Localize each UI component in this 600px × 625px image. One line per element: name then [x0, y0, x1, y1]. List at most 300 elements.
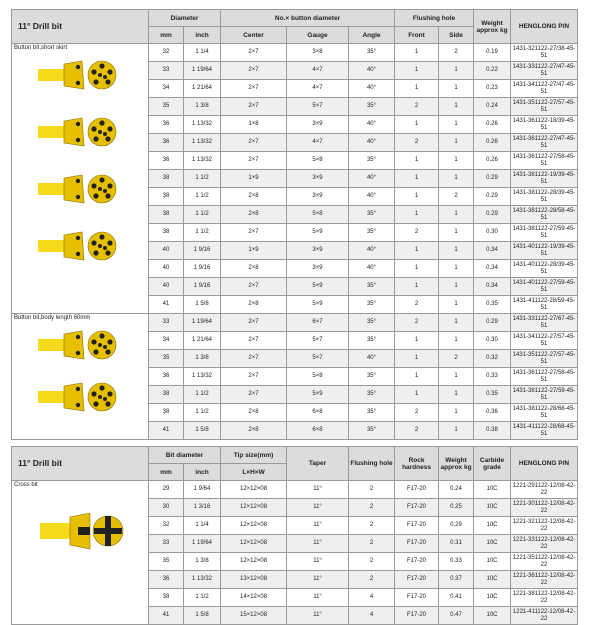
table-cell: 1 — [439, 152, 474, 170]
table-cell: 1221-361122-12/08-42-22 — [511, 571, 578, 589]
table-cell: 1 — [439, 260, 474, 278]
table-cell: 2×7 — [221, 350, 287, 368]
table-cell: 2 — [349, 571, 395, 589]
table-cell: 1 9/16 — [184, 278, 221, 296]
table-cell: 35° — [349, 224, 395, 242]
table-cell: 15×12×08 — [221, 607, 287, 625]
table-cell: 5×9 — [287, 296, 349, 314]
table-cell: 1 1/2 — [184, 404, 221, 422]
table-cell: 1 3/8 — [184, 98, 221, 116]
table-cell: 0.29 — [474, 314, 511, 332]
table-cell: 2×7 — [221, 44, 287, 62]
table-cell: 1 1/2 — [184, 224, 221, 242]
table-cell: 11° — [287, 517, 349, 535]
table-cell: 40° — [349, 242, 395, 260]
table-cell: 38 — [149, 404, 184, 422]
table-cell: 1 3/16 — [184, 499, 221, 517]
table-cell: 1431-341122-27/47-45-51 — [511, 80, 578, 98]
table-cell: F17-20 — [395, 553, 439, 571]
table-cell: 2×8 — [221, 260, 287, 278]
table-cell: 1 — [395, 116, 439, 134]
table-cell: 1 — [395, 170, 439, 188]
inch2-header: inch — [184, 464, 221, 481]
table-cell: 2×7 — [221, 386, 287, 404]
table-cell: 1 — [439, 296, 474, 314]
flushing-header: Flushing hole — [395, 10, 474, 27]
table-cell: 35° — [349, 404, 395, 422]
table-cell: 1 — [395, 332, 439, 350]
table-cell: F17-20 — [395, 589, 439, 607]
table-cell: 1431-381122-19/39-45-51 — [511, 170, 578, 188]
table-cell: 1 — [395, 188, 439, 206]
table-cell: 0.31 — [439, 535, 474, 553]
table-cell: 2×8 — [221, 422, 287, 440]
table-cell: 1 13/32 — [184, 368, 221, 386]
table-cell: 0.30 — [474, 224, 511, 242]
table-cell: 32 — [149, 517, 184, 535]
weight2-header: Weight approx kg — [439, 447, 474, 481]
table-cell: 40 — [149, 278, 184, 296]
table-cell: 1431-401122-28/39-45-51 — [511, 260, 578, 278]
table-cell: 0.37 — [439, 571, 474, 589]
mm2-header: mm — [149, 464, 184, 481]
group-label: Button bit,short skirt — [14, 45, 68, 51]
pn2-header: HENGLONG P/N — [511, 447, 578, 481]
table-cell: 38 — [149, 386, 184, 404]
gauge-header: Gauge — [287, 27, 349, 44]
table-cell: 1 19/64 — [184, 314, 221, 332]
table-cell: 35° — [349, 278, 395, 296]
table-cell: 2 — [349, 535, 395, 553]
table-cell: 12×12×08 — [221, 517, 287, 535]
angle-header: Angle — [349, 27, 395, 44]
table-cell: 1431-381122-28/58-45-51 — [511, 206, 578, 224]
table-cell: 38 — [149, 188, 184, 206]
table-cell: 2 — [395, 224, 439, 242]
table-cell: 11° — [287, 589, 349, 607]
table-cell: 12×12×08 — [221, 553, 287, 571]
table-cell: 2×7 — [221, 152, 287, 170]
table-cell: 13×12×08 — [221, 571, 287, 589]
table-cell: 0.33 — [474, 368, 511, 386]
table-cell: 11° — [287, 535, 349, 553]
table-cell: 0.47 — [439, 607, 474, 625]
table-cell: 40° — [349, 62, 395, 80]
table-cell: 1 — [395, 206, 439, 224]
table-cell: 35° — [349, 296, 395, 314]
table-cell: 1431-331122-27/47-45-51 — [511, 62, 578, 80]
table-cell: 6×8 — [287, 422, 349, 440]
table-cell: 1431-361122-27/58-45-51 — [511, 152, 578, 170]
table-cell: 40° — [349, 134, 395, 152]
table-cell: 4×7 — [287, 134, 349, 152]
table-cell: 1 5/8 — [184, 422, 221, 440]
table-cell: 1431-411122-28/68-45-51 — [511, 422, 578, 440]
table-cell: 41 — [149, 296, 184, 314]
front-header: Front — [395, 27, 439, 44]
table-cell: 34 — [149, 332, 184, 350]
section2-title: 11° Drill bit — [12, 447, 149, 481]
table-cell: 0.30 — [474, 332, 511, 350]
table-cell: 0.36 — [474, 404, 511, 422]
table-cell: 5×9 — [287, 386, 349, 404]
table-cell: 5×7 — [287, 332, 349, 350]
table-cell: 2 — [349, 517, 395, 535]
table-cell: 0.34 — [474, 278, 511, 296]
table-cell: 1431-401122-27/59-45-51 — [511, 278, 578, 296]
table-cell: 11° — [287, 499, 349, 517]
table-cell: 2×7 — [221, 314, 287, 332]
table-cell: 1431-381122-28/68-45-51 — [511, 404, 578, 422]
table-cell: 1×8 — [221, 116, 287, 134]
table-cell: 32 — [149, 44, 184, 62]
table-cell: 3×9 — [287, 188, 349, 206]
button-bit-image — [34, 172, 124, 209]
table-cell: 0.41 — [439, 589, 474, 607]
table-cell: 0.24 — [439, 481, 474, 499]
table-cell: 5×7 — [287, 350, 349, 368]
table-cell: 2 — [395, 296, 439, 314]
table-cell: 1431-341122-27/57-45-51 — [511, 332, 578, 350]
diameter-header: Diameter — [149, 10, 221, 27]
table-cell: 1 — [395, 368, 439, 386]
table-cell: 2×8 — [221, 404, 287, 422]
table-cell: F17-20 — [395, 535, 439, 553]
table-cell: 1 21/64 — [184, 332, 221, 350]
table-cell: 4×7 — [287, 80, 349, 98]
table-cell: 38 — [149, 170, 184, 188]
bitdia-header: Bit diameter — [149, 447, 221, 464]
table-cell: 2×7 — [221, 278, 287, 296]
table-cell: 11° — [287, 481, 349, 499]
table-cell: 36 — [149, 368, 184, 386]
lhw-header: L×H×W — [221, 464, 287, 481]
table-cell: 1 1/2 — [184, 170, 221, 188]
table-cell: 30 — [149, 499, 184, 517]
table-cell: 0.38 — [474, 422, 511, 440]
table-cell: 2 — [349, 481, 395, 499]
table-cell: 2 — [395, 422, 439, 440]
table-cell: 36 — [149, 116, 184, 134]
table-cell: 4 — [349, 589, 395, 607]
table-cell: 5×7 — [287, 98, 349, 116]
table-cell: 35° — [349, 206, 395, 224]
table-cell: 0.25 — [439, 499, 474, 517]
table-cell: 1 — [395, 242, 439, 260]
product-image-cell — [12, 481, 149, 625]
table-cell: 2 — [395, 404, 439, 422]
taper-header: Taper — [287, 447, 349, 481]
table-cell: 40° — [349, 188, 395, 206]
table-cell: 1 1/2 — [184, 589, 221, 607]
table-cell: 1 5/8 — [184, 296, 221, 314]
buttons-header: No.× button diameter — [221, 10, 395, 27]
table-cell: 36 — [149, 152, 184, 170]
inch-header: inch — [184, 27, 221, 44]
table-cell: 40° — [349, 170, 395, 188]
table-cell: 1 1/2 — [184, 206, 221, 224]
table-cell: 5×9 — [287, 278, 349, 296]
table-cell: 0.29 — [439, 517, 474, 535]
table-cell: 1 — [439, 206, 474, 224]
table-cell: 38 — [149, 589, 184, 607]
table-cell: 1 — [439, 332, 474, 350]
table-cell: F17-20 — [395, 499, 439, 517]
table-cell: 1 — [439, 98, 474, 116]
table-cell: 2×7 — [221, 224, 287, 242]
table-cell: 1 21/64 — [184, 80, 221, 98]
table-cell: 11° — [287, 553, 349, 571]
table-cell: 1 — [439, 422, 474, 440]
table-cell: 1 9/16 — [184, 260, 221, 278]
table-cell: 1 13/32 — [184, 116, 221, 134]
table-cell: 3×9 — [287, 260, 349, 278]
table-cell: 1431-381122-27/59-45-51 — [511, 224, 578, 242]
table-cell: 0.22 — [474, 62, 511, 80]
table-cell: 41 — [149, 607, 184, 625]
table-cell: 2 — [349, 499, 395, 517]
table-cell: 1 — [395, 44, 439, 62]
table-cell: 0.34 — [474, 260, 511, 278]
table-cell: 35° — [349, 98, 395, 116]
table-cell: F17-20 — [395, 571, 439, 589]
table-cell: 1 1/4 — [184, 517, 221, 535]
table-cell: 35° — [349, 368, 395, 386]
table-cell: 1 — [439, 134, 474, 152]
table-cell: 0.24 — [474, 98, 511, 116]
table-cell: 1 1/4 — [184, 44, 221, 62]
table-cell: 35° — [349, 386, 395, 404]
table-cell: 1431-381122-28/39-45-51 — [511, 188, 578, 206]
section-spacer — [12, 440, 578, 447]
button-bit-image — [34, 115, 124, 152]
table-cell: 36 — [149, 571, 184, 589]
table-cell: 10C — [474, 517, 511, 535]
table-cell: 2×7 — [221, 62, 287, 80]
table-cell: 35° — [349, 422, 395, 440]
group-label: Button bit,body length 60mm — [14, 315, 91, 321]
table-cell: 0.34 — [474, 242, 511, 260]
table-cell: 5×8 — [287, 206, 349, 224]
table-cell: 1431-381122-27/59-45-51 — [511, 386, 578, 404]
table-cell: 34 — [149, 80, 184, 98]
table-cell: 3×9 — [287, 170, 349, 188]
product-image-cell — [12, 314, 149, 440]
table-row — [12, 481, 578, 499]
table-cell: 4 — [349, 607, 395, 625]
table-cell: 2 — [349, 553, 395, 571]
table-cell: 1221-301122-12/08-42-22 — [511, 499, 578, 517]
table-cell: 10C — [474, 499, 511, 517]
table-cell: 1 — [439, 62, 474, 80]
button-bit-image — [34, 229, 124, 266]
table-cell: 35 — [149, 553, 184, 571]
table-cell: 35 — [149, 98, 184, 116]
table-cell: 1 — [439, 242, 474, 260]
table-cell: 1 13/32 — [184, 152, 221, 170]
table-cell: 1 1/2 — [184, 188, 221, 206]
table-cell: 5×8 — [287, 368, 349, 386]
table-cell: 3×9 — [287, 242, 349, 260]
table-cell: 1 3/8 — [184, 350, 221, 368]
table-cell: 11° — [287, 607, 349, 625]
table-cell: 1 — [439, 386, 474, 404]
table-cell: 6×8 — [287, 404, 349, 422]
table-cell: 1×9 — [221, 242, 287, 260]
table-cell: 1221-381122-12/08-42-22 — [511, 589, 578, 607]
spec-table — [11, 9, 578, 625]
button-bit-image — [34, 58, 124, 95]
table-cell: 36 — [149, 134, 184, 152]
button-bit-image — [34, 328, 124, 365]
table-cell: 0.29 — [474, 206, 511, 224]
table-cell: 1221-291122-12/08-42-22 — [511, 481, 578, 499]
table-cell: 3×8 — [287, 44, 349, 62]
table-cell: 1431-361122-27/58-45-51 — [511, 368, 578, 386]
table-cell: F17-20 — [395, 481, 439, 499]
table-cell: 1221-411122-12/08-42-22 — [511, 607, 578, 625]
table-cell: 2×8 — [221, 188, 287, 206]
table-cell: 1 13/32 — [184, 571, 221, 589]
table-cell: 10C — [474, 607, 511, 625]
table-cell: 35° — [349, 332, 395, 350]
cross-bit-image — [34, 503, 124, 562]
table-cell: 1 9/64 — [184, 481, 221, 499]
table-cell: 0.23 — [474, 80, 511, 98]
table-cell: 0.26 — [474, 116, 511, 134]
table-cell: 2×7 — [221, 368, 287, 386]
table-cell: 40 — [149, 260, 184, 278]
table-cell: 10C — [474, 535, 511, 553]
table-row — [12, 44, 578, 62]
table-cell: 1 19/64 — [184, 535, 221, 553]
table-cell: 1×9 — [221, 170, 287, 188]
table-cell: 29 — [149, 481, 184, 499]
table-cell: 33 — [149, 314, 184, 332]
table-cell: 1431-351122-27/57-45-51 — [511, 350, 578, 368]
section1-title: 11° Drill bit — [12, 10, 149, 44]
table-cell: 1 — [395, 80, 439, 98]
table-cell: 1431-411122-28/59-45-51 — [511, 296, 578, 314]
table-cell: 1 13/32 — [184, 134, 221, 152]
side-header: Side — [439, 27, 474, 44]
table-cell: 12×12×08 — [221, 481, 287, 499]
table-cell: 1 — [395, 386, 439, 404]
carbide-header: Carbide grade — [474, 447, 511, 481]
table-cell: 2×7 — [221, 332, 287, 350]
table-cell: 10C — [474, 571, 511, 589]
table-cell: 0.32 — [474, 350, 511, 368]
table-cell: 1221-331122-12/08-42-22 — [511, 535, 578, 553]
table-cell: F17-20 — [395, 607, 439, 625]
table-cell: 1221-351122-12/08-42-22 — [511, 553, 578, 571]
table-cell: 1 — [395, 260, 439, 278]
table-cell: 0.26 — [474, 152, 511, 170]
table-cell: 33 — [149, 535, 184, 553]
table-cell: 38 — [149, 224, 184, 242]
table-cell: 1 — [439, 80, 474, 98]
table-cell: 0.29 — [474, 188, 511, 206]
table-cell: 11° — [287, 571, 349, 589]
table-cell: 1 — [439, 170, 474, 188]
group-label: Cross bit — [14, 482, 38, 488]
table-cell: 35° — [349, 44, 395, 62]
table-cell: 1431-351122-27/57-45-51 — [511, 98, 578, 116]
table-cell: 12×12×08 — [221, 499, 287, 517]
table-cell: 0.19 — [474, 44, 511, 62]
table-cell: 1221-321122-12/08-42-22 — [511, 517, 578, 535]
table-cell: 1 19/64 — [184, 62, 221, 80]
product-image-cell — [12, 44, 149, 314]
table-cell: 4×7 — [287, 62, 349, 80]
table-cell: 1 5/8 — [184, 607, 221, 625]
table-cell: 1 — [439, 116, 474, 134]
table-cell: 2×7 — [221, 80, 287, 98]
table-cell: 40 — [149, 242, 184, 260]
table-cell: 1 3/8 — [184, 553, 221, 571]
table-cell: 1 — [395, 350, 439, 368]
table-cell: 2×7 — [221, 134, 287, 152]
table-cell: 2 — [395, 314, 439, 332]
table-cell: 1 — [439, 314, 474, 332]
table-cell: 35° — [349, 152, 395, 170]
table-cell: 33 — [149, 62, 184, 80]
table-cell: 40° — [349, 80, 395, 98]
button-bit-image — [34, 380, 124, 417]
table-cell: 0.35 — [474, 296, 511, 314]
table-cell: 35 — [149, 350, 184, 368]
table-cell: 1 — [439, 368, 474, 386]
table-cell: 1 1/2 — [184, 386, 221, 404]
table-cell: 0.26 — [474, 134, 511, 152]
table-cell: 1 — [395, 278, 439, 296]
table-cell: 1431-401122-19/39-45-51 — [511, 242, 578, 260]
table-cell: 2×8 — [221, 296, 287, 314]
pn-header: HENGLONG P/N — [511, 10, 578, 44]
table-cell: 10C — [474, 481, 511, 499]
table-cell: 3×9 — [287, 116, 349, 134]
table-cell: 1 — [439, 224, 474, 242]
table-cell: 12×12×08 — [221, 535, 287, 553]
table-cell: 1 — [439, 404, 474, 422]
table-cell: 2 — [439, 350, 474, 368]
table-cell: 1 — [439, 278, 474, 296]
table-cell: 14×12×08 — [221, 589, 287, 607]
table-cell: 2×7 — [221, 98, 287, 116]
table-cell: 40° — [349, 260, 395, 278]
table-cell: 10C — [474, 589, 511, 607]
table-cell: 1431-361122-27/47-45-51 — [511, 134, 578, 152]
table-cell: 1 — [395, 62, 439, 80]
table-cell: 35° — [349, 314, 395, 332]
table-cell: 2 — [395, 134, 439, 152]
table-cell: 2 — [439, 188, 474, 206]
tip-header: Tip size(mm) — [221, 447, 287, 464]
product-spec-sheet — [11, 9, 577, 625]
table-cell: 1431-321122-27/38-45-51 — [511, 44, 578, 62]
mm-header: mm — [149, 27, 184, 44]
table-cell: 40° — [349, 116, 395, 134]
table-cell: 0.35 — [474, 386, 511, 404]
table-row — [12, 314, 578, 332]
table-cell: 5×9 — [287, 224, 349, 242]
center-header: Center — [221, 27, 287, 44]
table-cell: 1 — [395, 152, 439, 170]
table-cell: 0.29 — [474, 170, 511, 188]
table-cell: 2×8 — [221, 206, 287, 224]
table-cell: 1431-331122-27/67-45-51 — [511, 314, 578, 332]
table-cell: 2 — [395, 98, 439, 116]
